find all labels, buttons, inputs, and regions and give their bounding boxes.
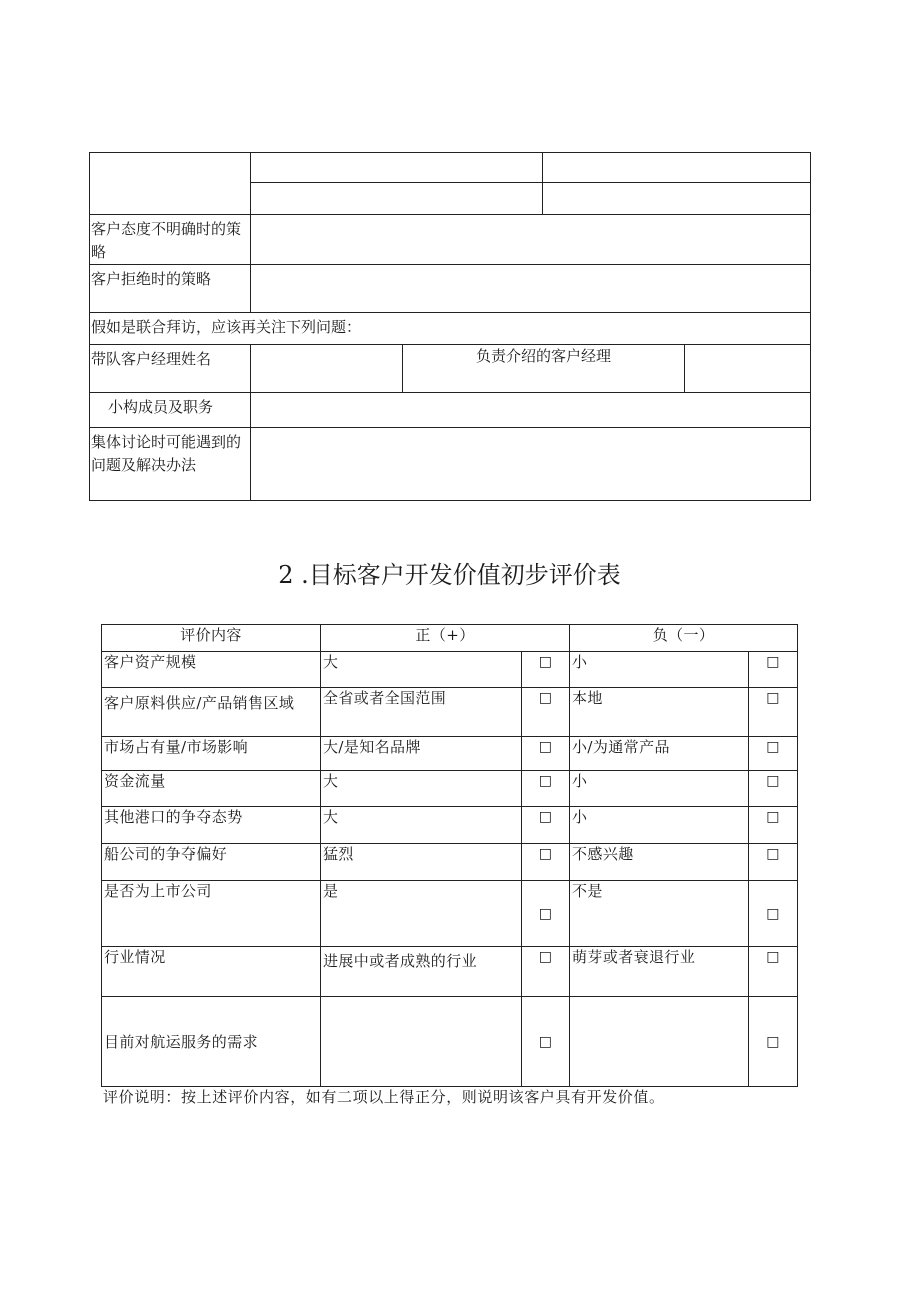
table-row — [102, 844, 798, 881]
negative-checkbox: □ — [749, 807, 798, 844]
criterion-cell: 行业情况 — [102, 947, 321, 997]
positive-checkbox: □ — [522, 997, 570, 1087]
evaluation-table — [101, 624, 798, 1087]
positive-checkbox: □ — [522, 844, 570, 881]
negative-option — [570, 997, 749, 1087]
negative-option: 小 — [570, 771, 749, 807]
team-members-field — [251, 393, 811, 428]
lead-manager-field — [251, 345, 403, 393]
criterion-cell: 目前对航运服务的需求 — [102, 997, 321, 1087]
negative-checkbox: □ — [749, 737, 798, 771]
table-row — [102, 737, 798, 771]
table-row — [90, 345, 811, 393]
table-row — [90, 428, 811, 501]
header-negative: 负（一） — [570, 625, 798, 652]
intro-manager-label: 负责介绍的客户经理 — [403, 345, 685, 393]
table-row — [90, 393, 811, 428]
positive-option: 进展中或者成熟的行业 — [321, 947, 522, 997]
table-row — [102, 652, 798, 688]
lead-manager-label: 带队客户经理姓名 — [90, 345, 251, 393]
positive-option: 全省或者全国范围 — [321, 688, 522, 737]
positive-checkbox: □ — [522, 807, 570, 844]
positive-checkbox: □ — [522, 771, 570, 807]
positive-checkbox: □ — [522, 737, 570, 771]
positive-checkbox: □ — [522, 881, 570, 947]
table-row — [90, 215, 811, 265]
positive-option: 大/是知名品牌 — [321, 737, 522, 771]
group-discussion-label: 集体讨论时可能遇到的问题及解决办法 — [91, 433, 242, 474]
joint-visit-prompt: 假如是联合拜访，应该再关注下列问题： — [90, 313, 811, 345]
refusal-strategy-label: 客户拒绝时的策略 — [90, 265, 251, 313]
table-row — [102, 947, 798, 997]
table-row — [90, 153, 811, 183]
header-row — [102, 625, 798, 652]
visit-info-field-4 — [543, 183, 811, 215]
visit-info-field-3 — [251, 183, 543, 215]
negative-checkbox: □ — [749, 947, 798, 997]
negative-option: 小/为通常产品 — [570, 737, 749, 771]
negative-checkbox: □ — [749, 844, 798, 881]
positive-option: 是 — [321, 881, 522, 947]
evaluation-note: 评价说明：按上述评价内容，如有二项以上得正分，则说明该客户具有开发价值。 — [103, 1088, 665, 1106]
criterion-cell: 是否为上市公司 — [102, 881, 321, 947]
team-members-label: 小构成员及职务 — [90, 393, 251, 428]
criterion-cell: 资金流量 — [102, 771, 321, 807]
merged-label-cell — [90, 153, 251, 215]
header-criterion: 评价内容 — [102, 625, 321, 652]
visit-info-field-1 — [251, 153, 543, 183]
group-discussion-field — [251, 428, 811, 501]
undecided-strategy-label-cell — [90, 215, 251, 265]
intro-manager-field — [685, 345, 811, 393]
group-discussion-label-cell — [90, 428, 251, 501]
negative-option: 不是 — [570, 881, 749, 947]
positive-option — [321, 997, 522, 1087]
table-row — [90, 265, 811, 313]
negative-checkbox: □ — [749, 771, 798, 807]
table-row — [102, 807, 798, 844]
positive-option: 大 — [321, 771, 522, 807]
positive-option: 猛烈 — [321, 844, 522, 881]
negative-option: 本地 — [570, 688, 749, 737]
table-row — [102, 688, 798, 737]
table-row — [102, 771, 798, 807]
negative-option: 不感兴趣 — [570, 844, 749, 881]
criterion-cell: 其他港口的争夺态势 — [102, 807, 321, 844]
negative-checkbox: □ — [749, 688, 798, 737]
positive-checkbox: □ — [522, 652, 570, 688]
visit-info-field-2 — [543, 153, 811, 183]
undecided-strategy-field — [251, 215, 811, 265]
negative-checkbox: □ — [749, 997, 798, 1087]
criterion-cell: 市场占有量/市场影响 — [102, 737, 321, 771]
negative-checkbox: □ — [749, 652, 798, 688]
refusal-strategy-field — [251, 265, 811, 313]
negative-option: 小 — [570, 652, 749, 688]
table-row — [102, 881, 798, 947]
visit-plan-table — [89, 152, 811, 501]
evaluation-title: 2 .目标客户开发价值初步评价表 — [278, 561, 621, 589]
undecided-strategy-label: 客户态度不明确时的策略 — [91, 220, 242, 261]
criterion-cell: 客户资产规模 — [102, 652, 321, 688]
negative-checkbox: □ — [749, 881, 798, 947]
positive-option: 大 — [321, 807, 522, 844]
negative-option: 萌芽或者衰退行业 — [570, 947, 749, 997]
table-row — [90, 313, 811, 345]
positive-checkbox: □ — [522, 947, 570, 997]
criterion-cell: 客户原料供应/产品销售区域 — [102, 688, 321, 737]
negative-option: 小 — [570, 807, 749, 844]
criterion-cell: 船公司的争夺偏好 — [102, 844, 321, 881]
header-positive: 正（+） — [321, 625, 570, 652]
positive-option: 大 — [321, 652, 522, 688]
table-row — [102, 997, 798, 1087]
positive-checkbox: □ — [522, 688, 570, 737]
